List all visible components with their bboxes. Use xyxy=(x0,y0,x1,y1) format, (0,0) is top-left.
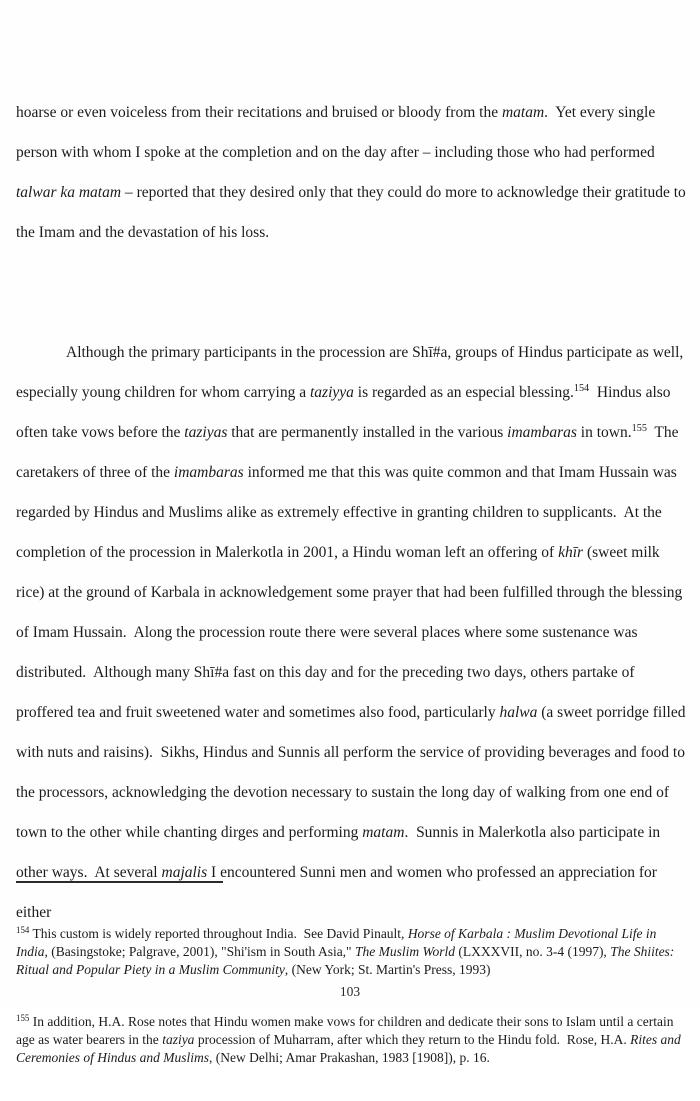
text-run: . Yet every single person with whom I spoke at the completion and on the day after – including those who had performed xyxy=(16,104,660,161)
italic-term: majalis xyxy=(161,864,208,881)
text-run: procession of Muharram, after which they return to the Hindu fold. Rose, H.A. xyxy=(194,1031,631,1047)
italic-term: talwar ka matam xyxy=(16,184,122,201)
italic-term: matam xyxy=(501,104,545,121)
italic-term: imambaras xyxy=(173,464,244,481)
footnote-separator-line xyxy=(16,881,223,883)
text-run: hoarse or even voiceless from their recitations and bruised or bloody from the xyxy=(16,104,502,121)
text-run: In addition, H.A. Rose notes that Hindu women make vows for children and dedicate their sons to Islam until a certain age as water bearers in the xyxy=(16,1014,677,1047)
text-run: I encountered Sunni men and women who professed an appreciation for either xyxy=(16,864,661,921)
italic-term: matam xyxy=(362,824,405,841)
text-run: informed me that this was quite common and that Imam Hussain was regarded by Hindus and Muslims alike as extremely effective in granting children to supplicants. At the completion of the procession in Malerkotla in 2001, a Hindu woman left an offering of xyxy=(16,464,681,561)
italic-term: The Shiites: Ritual and Popular Piety in a Muslim Community xyxy=(16,943,678,977)
italic-term: Rites and Ceremonies of Hindus and Muslims xyxy=(16,1031,685,1065)
italic-term: imambaras xyxy=(507,424,577,441)
text-run: (LXXXVII, no. 3-4 (1997), xyxy=(454,943,611,959)
text-run: The caretakers of three of the xyxy=(16,424,683,481)
italic-term: taziyya xyxy=(309,384,354,401)
footnote-154 xyxy=(16,925,688,978)
text-run: Although the primary participants in the procession are Shī#a, groups of Hindus participate as well, especially young children for whom carrying a xyxy=(16,344,688,401)
footnote-155 xyxy=(16,1013,688,1066)
page-number: 103 xyxy=(339,984,361,999)
text-run: , (New Delhi; Amar Prakashan, 1983 [1908]), p. 16. xyxy=(209,1049,490,1065)
text-run: Hindus also often take vows before the xyxy=(16,384,675,441)
text-run: – reported that they desired only that they could do more to acknowledge their gratitude to the Imam and the devastation of his loss. xyxy=(16,184,690,241)
paragraph-continued xyxy=(16,93,690,253)
italic-term: taziyas xyxy=(184,424,228,441)
italic-term: halwa xyxy=(499,704,538,721)
text-run: This custom is widely reported throughout India. See David Pinault, xyxy=(29,926,408,942)
italic-term: khīr xyxy=(558,544,584,561)
text-run: , (Basingstoke; Palgrave, 2001), "Shi'ism in South Asia," xyxy=(44,943,355,959)
superscript-footnote-number: 155 xyxy=(631,423,647,435)
text-run: (a sweet porridge filled with nuts and raisins). Sikhs, Hindus and Sunnis all perform the service of providing beverages and food to the processors, acknowledging the devotion necessary to sustain the long day of walking from one end of town to the other while chanting dirges and performing xyxy=(16,704,690,841)
superscript-footnote-number: 155 xyxy=(16,1013,30,1024)
text-run: that are permanently installed in the various xyxy=(227,424,508,441)
footnote-area xyxy=(16,846,688,1101)
text-run: is regarded as an especial blessing. xyxy=(353,384,574,401)
text-run: (sweet milk rice) at the ground of Karbala in acknowledgement some prayer that had been fulfilled through the blessing of Imam Hussain. Along the procession route there were several places where some sustenance was distributed. Although many Shī#a fast on this day and for the preceding two days, others partake of proffered tea and fruit sweetened water and sometimes also food, particularly xyxy=(16,544,687,721)
italic-term: Horse of Karbala : Muslim Devotional Life in India xyxy=(16,926,660,959)
superscript-footnote-number: 154 xyxy=(16,925,30,936)
superscript-footnote-number: 154 xyxy=(573,383,590,395)
text-run: , (New York; St. Martin's Press, 1993) xyxy=(284,961,491,977)
text-run: . Sunnis in Malerkotla also participate in other ways. At several xyxy=(16,824,665,881)
italic-term: The Muslim World xyxy=(354,943,455,959)
italic-term: taziya xyxy=(162,1031,195,1047)
text-run: in town. xyxy=(576,424,632,441)
